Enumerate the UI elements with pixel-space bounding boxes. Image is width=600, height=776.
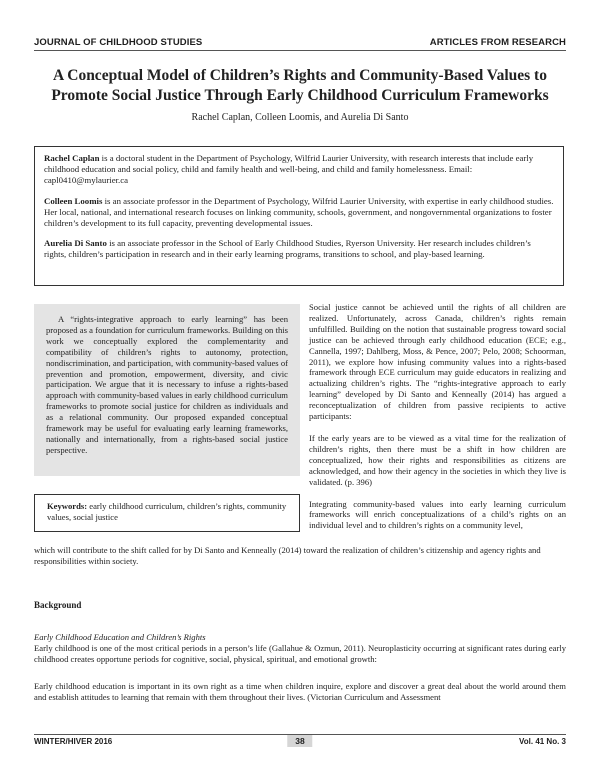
author-bio-name: Colleen Loomis xyxy=(44,195,103,206)
author-bio-name: Rachel Caplan xyxy=(44,153,100,163)
author-bio xyxy=(44,238,554,260)
author-bio xyxy=(44,153,554,187)
issue-date: WINTER/HIVER 2016 xyxy=(34,737,113,746)
body-paragraph: Early childhood is one of the most critical periods in a person’s life (Gallahue & Ozmun, 2011). Neuroplasticity occurring at significant rates during early childhood creates opportune periods for cognitive, social, physical, spiritual, and emotional growth: xyxy=(34,643,566,664)
author-bio-name: Aurelia Di Santo xyxy=(44,238,107,249)
right-column xyxy=(309,302,566,542)
intro-paragraph: Social justice cannot be achieved until the rights of all children are realized. Unfortunately, across Canada, children’s rights remain unfulfilled. Building on the notion that sustainable progress toward social justice can be achieved through early childhood education (ECE; e.g., Cannella, 1997; Dahlberg, Moss, & Pence, 2007; Pelo, 2008; Schoorman, 2011), we explore how infusing community values into a rights-based framework through ECE curriculum may guide educators in realizing and actualizing children’s rights. The “rights-integrative approach to early learning” developed by Di Santo and Kenneally (2014) has argued a reconceptualization of children from passive recipients to active participants: xyxy=(309,302,566,422)
author-bio xyxy=(44,196,554,230)
continuation-paragraph: which will contribute to the shift called for by Di Santo and Kenneally (2014) toward the realization of children’s citizenship and agency rights and responsibilities within society. xyxy=(34,545,541,566)
author-bio-text: is a doctoral student in the Department of Psychology, Wilfrid Laurier University, with research interests that include early childhood education and social policy, child and family health and well-being, and child and family homelessness. Email: capl0410@mylaurier.ca xyxy=(44,153,534,186)
abstract-box: A “rights-integrative approach to early learning” has been proposed as a foundation for curriculum frameworks. Building on this work we conceptually explored the complementarity and compatibility of children’s rights to autonomy, protection, nondiscrimination, and participation, with community-based values of prevention and promotion, empowerment, diversity, and civic participation. We argue that it is necessary to infuse a rights-based approach with community-based values in early childhood curriculum frameworks to promote social justice for children as individuals and as a relational community. Our proposed expanded conceptual framework may be useful for evaluating early learning frameworks, nationally and internationally, from a rights-based social justice perspective. xyxy=(34,304,300,476)
subsection-heading: Early Childhood Education and Children’s Rights xyxy=(34,632,206,642)
body-paragraph: Early childhood education is important in its own right as a time when children inquire, explore and discover a great deal about the world around them and establish attitudes to learning that remain with them throughout their lives. (Victorian Curriculum and Assessment xyxy=(34,681,566,702)
author-bio-text: is an associate professor in the School of Early Childhood Studies, Ryerson University. Her research includes children’s rights, children’s participation in research and in their early learning programs, transitions to school, and play-based learning. xyxy=(44,238,531,260)
keywords-box xyxy=(34,494,300,532)
author-bio-text: is an associate professor in the Department of Psychology, Wilfrid Laurier University, with expertise in early childhood studies. Her local, national, and international research focuses on linking community, schools, government, and nongovernmental organizations to foster children’s development to its full capacity, preventing developmental issues. xyxy=(44,195,554,229)
running-header xyxy=(34,36,566,51)
page-number: 38 xyxy=(287,735,312,747)
volume-number: Vol. 41 No. 3 xyxy=(519,737,566,746)
running-footer xyxy=(34,734,566,747)
author-bios-box xyxy=(34,146,564,286)
journal-name: JOURNAL OF CHILDHOOD STUDIES xyxy=(34,37,203,48)
section-heading: Background xyxy=(34,600,82,610)
integration-paragraph: Integrating community-based values into early learning curriculum frameworks will enrich conceptualizations of a child’s rights on an individual level and to children’s rights on a community level, xyxy=(309,498,566,531)
keywords-text: early childhood curriculum, children’s rights, community values, social justice xyxy=(47,501,287,522)
article-title: A Conceptual Model of Children’s Rights and Community-Based Values to Promote Social Justice Through Early Childhood Curriculum Frameworks xyxy=(51,67,549,104)
block-quote: If the early years are to be viewed as a vital time for the realization of children’s rights, then there must be a shift in how children are conceptualized, how their rights and responsibilities as citizens are acknowledged, and how their agency in the societies in which they live is validated. (p. 396) xyxy=(309,432,566,487)
keywords-label: Keywords: xyxy=(47,501,88,511)
article-authors: Rachel Caplan, Colleen Loomis, and Aurelia Di Santo xyxy=(191,112,409,123)
section-name: ARTICLES FROM RESEARCH xyxy=(429,37,566,48)
